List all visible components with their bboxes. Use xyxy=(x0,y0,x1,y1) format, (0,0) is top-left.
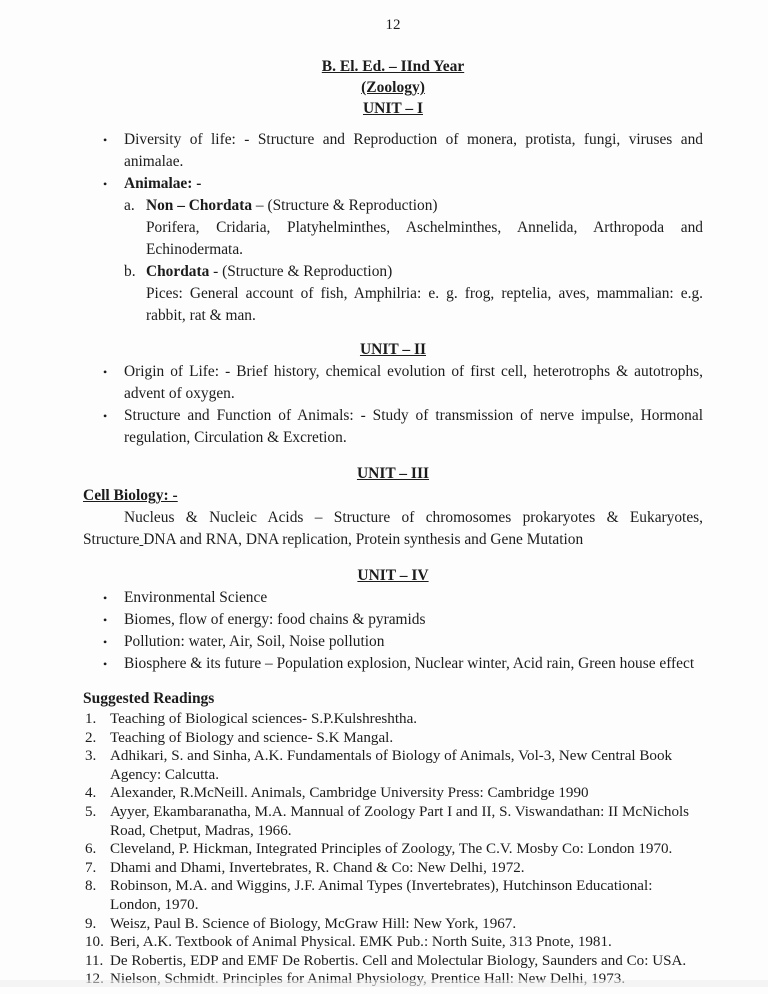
item-a-body-text: Porifera, Cridaria, Platyhelminthes, Aschelminthes, Annelida, Arthropoda and Echinodermata. xyxy=(146,219,703,258)
reading-number: 4. xyxy=(85,785,97,802)
unit2-bullet-origin xyxy=(83,361,703,405)
cell-biology-heading-text: Cell Biology: - xyxy=(83,487,178,504)
reading-number: 3. xyxy=(85,748,97,765)
bullet-text: Diversity of life: - Structure and Reproduction of monera, protista, fungi, viruses and animalae. xyxy=(124,131,703,170)
reading-text: Robinson, M.A. and Wiggins, J.F. Animal Types (Invertebrates), Hutchinson Educational: London, 1970. xyxy=(110,878,653,913)
reading-item-8 xyxy=(83,877,703,914)
page-number: 12 xyxy=(385,17,401,33)
unit1-heading-text: UNIT – I xyxy=(362,100,423,117)
reading-item-5 xyxy=(83,803,703,840)
unit1-item-b xyxy=(124,261,703,283)
unit4-heading xyxy=(83,565,703,587)
reading-text: Adhikari, S. and Sinha, A.K. Fundamentals of Biology of Animals, Vol-3, New Central Book Agency: Calcutta. xyxy=(110,748,673,783)
unit3-heading-text: UNIT – III xyxy=(356,465,430,482)
doc-subtitle-text: (Zoology) xyxy=(361,79,425,96)
reading-text: Weisz, Paul B. Science of Biology, McGraw Hill: New York, 1967. xyxy=(110,915,517,932)
reading-item-1 xyxy=(83,710,703,729)
doc-title-text: B. El. Ed. – IInd Year xyxy=(321,58,465,75)
item-b-body-text: Pices: General account of fish, Amphilria: e. g. frog, reptelia, aves, mammalian: e.g. rabbit, rat & man. xyxy=(146,285,703,324)
reading-number: 5. xyxy=(85,803,97,820)
unit4-bullet-environmental xyxy=(83,587,703,609)
bullet-icon: • xyxy=(103,591,108,605)
unit3-paragraph xyxy=(83,507,703,551)
item-b-rest: - (Structure & Reproduction) xyxy=(209,263,393,280)
unit3-para-part2: DNA and RNA, DNA replication, Protein synthesis and Gene Mutation xyxy=(143,531,584,548)
doc-subtitle xyxy=(83,77,703,98)
reading-number: 9. xyxy=(85,915,97,932)
bullet-text: Biosphere & its future – Population explosion, Nuclear winter, Acid rain, Green house effect xyxy=(124,655,695,672)
bullet-text: Pollution: water, Air, Soil, Noise pollution xyxy=(124,633,385,650)
list-marker-b: b. xyxy=(124,263,136,280)
reading-item-7 xyxy=(83,859,703,878)
reading-item-6 xyxy=(83,840,703,859)
reading-item-11 xyxy=(83,952,703,971)
reading-text: Cleveland, P. Hickman, Integrated Principles of Zoology, The C.V. Mosby Co: London 1970. xyxy=(110,841,673,858)
suggested-readings-heading: Suggested Readings xyxy=(83,690,215,707)
reading-number: 2. xyxy=(85,729,97,746)
reading-item-3 xyxy=(83,747,703,784)
bullet-icon: • xyxy=(103,635,108,649)
item-a-title xyxy=(146,195,703,217)
list-marker-spacer xyxy=(124,217,146,261)
unit4-bullet-biomes xyxy=(83,609,703,631)
unit3-para-part1: Nucleus & Nucleic Acids – Structure of chromosomes prokaryotes & Eukaryotes, Structure xyxy=(83,509,703,548)
bullet-text: Environmental Science xyxy=(124,589,268,606)
bullet-icon: • xyxy=(103,657,108,671)
doc-title xyxy=(83,56,703,77)
bullet-icon: • xyxy=(103,133,108,147)
reading-number: 10. xyxy=(85,934,104,951)
list-marker-spacer xyxy=(124,283,146,327)
reading-item-2 xyxy=(83,729,703,748)
reading-text: Ayyer, Ekambaranatha, M.A. Mannual of Zoology Part I and II, S. Viswandathan: II McNichols Road, Chetput, Madras, 1966. xyxy=(110,803,690,839)
unit1-heading xyxy=(83,98,703,119)
unit1-bullet-animalae xyxy=(83,173,703,195)
unit4-bullet-pollution xyxy=(83,631,703,653)
item-b-term: Chordata xyxy=(146,263,210,280)
item-a-term: Non – Chordata xyxy=(146,197,253,214)
unit1-item-b-body xyxy=(124,283,703,327)
reading-number: 8. xyxy=(85,878,97,895)
reading-text: De Robertis, EDP and EMF De Robertis. Cell and Molectular Biology, Saunders and Co: USA. xyxy=(110,952,687,969)
scan-artifact-band xyxy=(0,980,768,987)
reading-number: 1. xyxy=(85,711,97,727)
unit4-heading-text: UNIT – IV xyxy=(357,567,429,584)
reading-text: Teaching of Biological sciences- S.P.Kulshreshtha. xyxy=(110,711,418,727)
cell-biology-heading xyxy=(83,485,703,507)
reading-text: Alexander, R.McNeill. Animals, Cambridge University Press: Cambridge 1990 xyxy=(110,785,589,802)
reading-item-4 xyxy=(83,784,703,803)
unit1-bullet-diversity xyxy=(83,129,703,173)
bullet-text: Structure and Function of Animals: - Study of transmission of nerve impulse, Hormonal regulation, Circulation & Excretion. xyxy=(124,407,703,446)
unit2-bullet-structure xyxy=(83,405,703,449)
unit2-heading-text: UNIT – II xyxy=(359,341,427,358)
reading-text: Beri, A.K. Textbook of Animal Physical. EMK Pub.: North Suite, 313 Pnote, 1981. xyxy=(110,934,612,951)
unit4-bullet-biosphere xyxy=(83,653,703,675)
bullet-icon: • xyxy=(103,365,108,379)
bullet-icon: • xyxy=(103,409,108,423)
unit2-heading xyxy=(83,339,703,361)
bullet-text: Animalae: - xyxy=(124,175,202,192)
reading-number: 11. xyxy=(85,952,104,969)
reading-text: Dhami and Dhami, Invertebrates, R. Chand & Co: New Delhi, 1972. xyxy=(110,859,525,876)
bullet-icon: • xyxy=(103,613,108,627)
reading-number: 6. xyxy=(85,841,97,858)
unit1-item-a-body xyxy=(124,217,703,261)
unit1-item-a xyxy=(124,195,703,217)
unit3-heading xyxy=(83,463,703,485)
bullet-text: Origin of Life: - Brief history, chemical evolution of first cell, heterotrophs & autotrophs, advent of oxygen. xyxy=(124,363,703,402)
reading-item-9 xyxy=(83,915,703,934)
reading-text: Teaching of Biology and science- S.K Mangal. xyxy=(110,729,394,746)
item-a-rest: – (Structure & Reproduction) xyxy=(252,197,438,214)
list-marker-a: a. xyxy=(124,197,135,214)
item-b-title xyxy=(146,261,703,283)
bullet-icon: • xyxy=(103,177,108,191)
reading-number: 7. xyxy=(85,859,97,876)
reading-item-10 xyxy=(83,933,703,952)
bullet-text: Biomes, flow of energy: food chains & pyramids xyxy=(124,611,426,628)
